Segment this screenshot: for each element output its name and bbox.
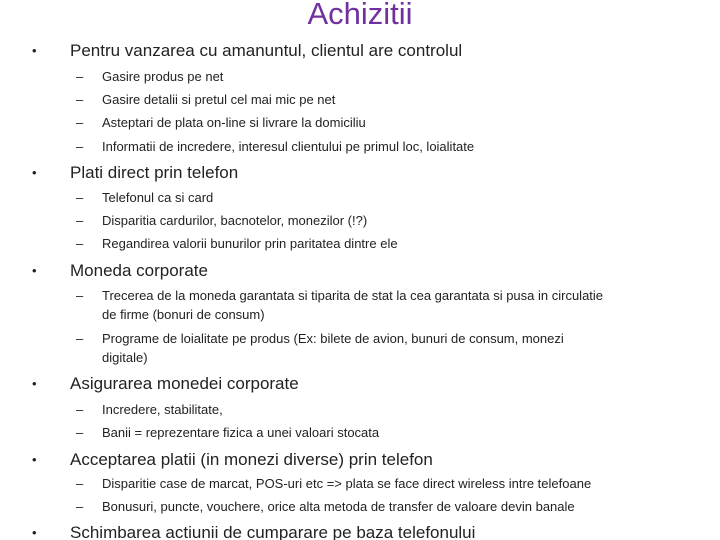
dash-icon: –	[76, 236, 84, 251]
sub-bullet-text: Regandirea valorii bunurilor prin paritatea dintre ele	[102, 236, 398, 251]
dash-icon: –	[76, 115, 84, 130]
sub-bullet-text: Informatii de incredere, interesul clientului pe primul loc, loialitate	[102, 139, 475, 154]
bullet-icon: •	[32, 43, 37, 58]
bullet-text: Schimbarea actiunii de cumparare pe baza telefonului	[70, 523, 476, 540]
bullet-icon: •	[32, 263, 37, 278]
sub-bullet-text: Telefonul ca si card	[102, 190, 214, 205]
dash-icon: –	[76, 476, 84, 491]
sub-bullet-continuation: digitale)	[102, 350, 148, 365]
sub-bullet-continuation: de firme (bonuri de consum)	[102, 307, 265, 322]
dash-icon: –	[76, 425, 84, 440]
dash-icon: –	[76, 331, 84, 346]
dash-icon: –	[76, 402, 84, 417]
bullet-text: Moneda corporate	[70, 261, 208, 280]
bullet-text: Plati direct prin telefon	[70, 163, 239, 182]
bullet-icon: •	[32, 452, 37, 467]
sub-bullet-text: Gasire detalii si pretul cel mai mic pe net	[102, 92, 336, 107]
dash-icon: –	[76, 190, 84, 205]
dash-icon: –	[76, 499, 84, 514]
sub-bullet-text: Asteptari de plata on-line si livrare la domiciliu	[102, 115, 366, 130]
dash-icon: –	[76, 139, 84, 154]
sub-bullet-text: Programe de loialitate pe produs (Ex: bilete de avion, bunuri de consum, monezi	[102, 331, 564, 346]
bullet-icon: •	[32, 525, 37, 540]
bullet-text: Acceptarea platii (in monezi diverse) prin telefon	[70, 450, 433, 469]
dash-icon: –	[76, 213, 84, 228]
sub-bullet-text: Disparitia cardurilor, bacnotelor, monezilor (!?)	[102, 213, 368, 228]
dash-icon: –	[76, 92, 84, 107]
bullet-icon: •	[32, 165, 37, 180]
sub-bullet-text: Disparitie case de marcat, POS-uri etc => plata se face direct wireless intre telefoane	[102, 476, 592, 491]
bullet-text: Asigurarea monedei corporate	[70, 374, 299, 393]
dash-icon: –	[76, 69, 84, 84]
sub-bullet-text: Gasire produs pe net	[102, 69, 224, 84]
slide-title: Achizitii	[307, 0, 413, 31]
sub-bullet-text: Bonusuri, puncte, vouchere, orice alta metoda de transfer de valoare devin banale	[102, 499, 575, 514]
sub-bullet-text: Banii = reprezentare fizica a unei valoari stocata	[102, 425, 380, 440]
sub-bullet-text: Trecerea de la moneda garantata si tiparita de stat la cea garantata si pusa in circulatie	[102, 288, 604, 303]
bullet-text: Pentru vanzarea cu amanuntul, clientul are controlul	[70, 41, 463, 60]
dash-icon: –	[76, 288, 84, 303]
bullet-icon: •	[32, 376, 37, 391]
sub-bullet-text: Incredere, stabilitate,	[102, 402, 223, 417]
